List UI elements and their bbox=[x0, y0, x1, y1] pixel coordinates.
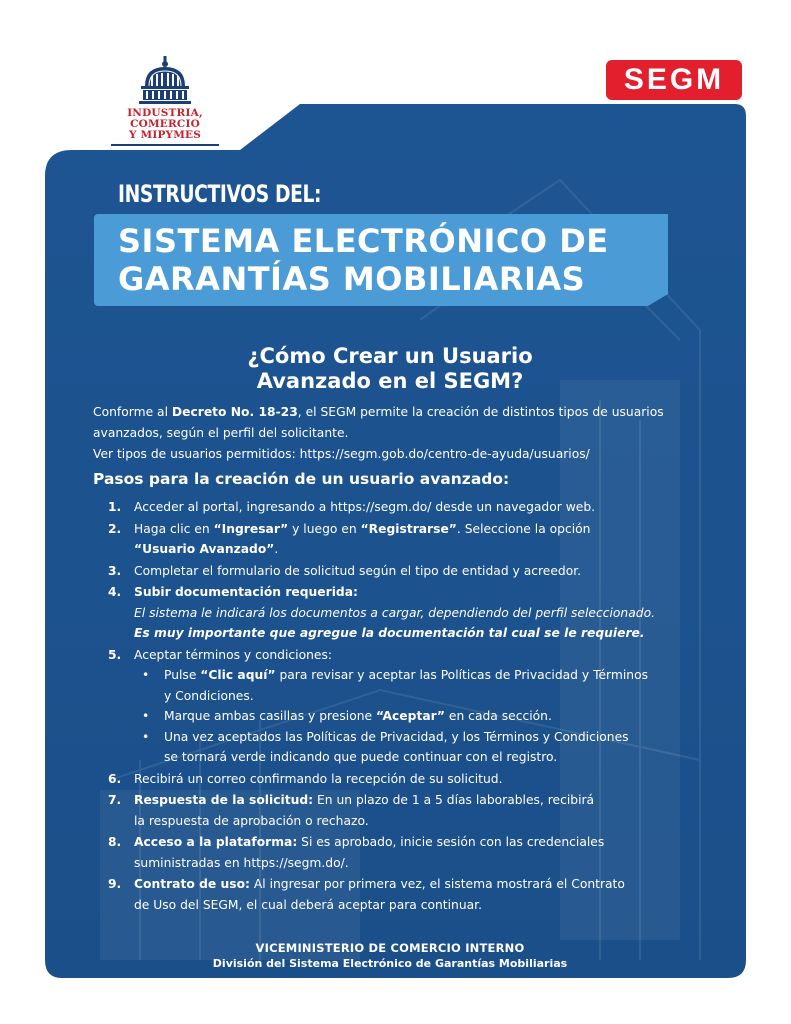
step-text: suministradas en https://segm.do/. bbox=[134, 855, 349, 870]
step-number: 3. bbox=[108, 563, 122, 578]
step-bold-italic-text: Es muy importante que agregue la documentación tal cual se le requiere. bbox=[134, 626, 645, 640]
step-bold-title: Acceso a la plataforma: bbox=[134, 835, 298, 849]
step-bold-title: Subir documentación requerida: bbox=[134, 585, 358, 599]
sub-item-text: Una vez aceptados las Políticas de Privacidad, y los Términos y Condiciones bbox=[164, 729, 629, 744]
sub-item-text: para revisar y aceptar las Políticas de Privacidad y Términos bbox=[275, 668, 649, 682]
sub-item-bold-clic-aqui: “Clic aquí” bbox=[200, 668, 276, 682]
step-number: 6. bbox=[108, 771, 122, 786]
subtitle-line1: ¿Cómo Crear un Usuario bbox=[247, 344, 533, 368]
sub-item-text: Pulse bbox=[164, 668, 201, 682]
sub-item-text: se tornará verde indicando que puede continuar con el registro. bbox=[164, 750, 558, 764]
step-item bbox=[108, 645, 708, 768]
step-item bbox=[108, 519, 708, 560]
sub-item-text: en cada sección. bbox=[445, 709, 552, 723]
step-text: Al ingresar por primera vez, el sistema mostrará el Contrato bbox=[249, 877, 625, 891]
step-number: 7. bbox=[108, 793, 122, 807]
segm-badge: SEGM bbox=[606, 60, 742, 100]
step-text: En un plazo de 1 a 5 días laborables, recibirá bbox=[313, 793, 595, 807]
step-text: Completar el formulario de solicitud según el tipo de entidad y acreedor. bbox=[134, 563, 582, 578]
ministry-name-line1: INDUSTRIA, COMERCIO bbox=[127, 107, 203, 130]
sub-item-bold-aceptar: “Aceptar” bbox=[376, 709, 445, 723]
intro-paragraph bbox=[93, 402, 713, 444]
step-number: 5. bbox=[108, 647, 122, 662]
step-item bbox=[108, 582, 708, 644]
step-text: Acceder al portal, ingresando a https://segm.do/ desde un navegador web. bbox=[134, 500, 596, 514]
step-text: Recibirá un correo confirmando la recepción de su solicitud. bbox=[134, 771, 503, 786]
step-bold-ingresar: “Ingresar” bbox=[213, 521, 289, 536]
footer-viceministry: VICEMINISTERIO DE COMERCIO INTERNO bbox=[255, 941, 525, 955]
steps-list bbox=[108, 497, 708, 915]
bullet-icon: • bbox=[142, 668, 150, 682]
sub-item-text: y Condiciones. bbox=[164, 688, 254, 703]
sub-list-item bbox=[134, 665, 708, 706]
step-text: . Seleccione la opción bbox=[456, 521, 591, 536]
step-item bbox=[108, 874, 708, 915]
step-number: 8. bbox=[108, 835, 122, 849]
step-item bbox=[108, 769, 708, 790]
step-text: Si es aprobado, inicie sesión con las credenciales bbox=[297, 835, 605, 849]
step-text: y luego en bbox=[288, 521, 361, 536]
bullet-icon: • bbox=[142, 709, 150, 723]
page-title bbox=[118, 222, 658, 298]
intro-text-1: Conforme al bbox=[93, 405, 172, 419]
subtitle-line2: Avanzado en el SEGM? bbox=[256, 369, 524, 393]
step-item bbox=[108, 790, 708, 831]
step-item bbox=[108, 561, 708, 582]
user-types-link-text: Ver tipos de usuarios permitidos: https://segm.gob.do/centro-de-ayuda/usuarios/ bbox=[93, 447, 590, 461]
step-text: . bbox=[274, 542, 279, 556]
page-title-line2: GARANTÍAS MOBILIARIAS bbox=[118, 260, 586, 298]
step-bold-title: Respuesta de la solicitud: bbox=[134, 793, 314, 807]
decree-reference: Decreto No. 18-23 bbox=[171, 405, 298, 419]
step-number: 9. bbox=[108, 877, 122, 891]
ministry-name-line2: Y MIPYMES bbox=[128, 129, 202, 141]
step-item bbox=[108, 497, 708, 518]
footer bbox=[150, 941, 630, 971]
step-text: de Uso del SEGM, el cual deberá aceptar para continuar. bbox=[134, 897, 482, 912]
sub-item-text: Marque ambas casillas y presione bbox=[164, 709, 376, 723]
step-text: la respuesta de aprobación o rechazo. bbox=[134, 813, 369, 828]
bullet-icon: • bbox=[142, 729, 150, 744]
step-item bbox=[108, 832, 708, 873]
step-number: 2. bbox=[108, 521, 122, 536]
step-italic-text: El sistema le indicará los documentos a cargar, dependiendo del perfil seleccionado. bbox=[134, 605, 656, 620]
section-subtitle bbox=[150, 344, 630, 394]
step-number: 1. bbox=[108, 500, 122, 514]
step-text: Haga clic en bbox=[134, 521, 214, 536]
step-number: 4. bbox=[108, 585, 122, 599]
instructivos-label: INSTRUCTIVOS DEL: bbox=[118, 180, 322, 208]
intro-text bbox=[93, 402, 713, 465]
sub-list-item bbox=[134, 706, 708, 727]
step-text: Aceptar términos y condiciones: bbox=[134, 647, 332, 662]
step-bold-usuario-avanzado: “Usuario Avanzado” bbox=[134, 542, 275, 556]
intro-text-2: , el SEGM permite la creación de distintos tipos de usuarios avanzados, según el perfil del solicitante. bbox=[93, 405, 664, 440]
steps-heading: Pasos para la creación de un usuario avanzado: bbox=[93, 470, 510, 488]
page-title-line1: SISTEMA ELECTRÓNICO DE bbox=[118, 222, 609, 260]
sub-list-item bbox=[134, 727, 708, 768]
footer-division: División del Sistema Electrónico de Garantías Mobiliarias bbox=[212, 957, 568, 970]
step-bold-registrarse: “Registrarse” bbox=[360, 521, 457, 536]
step-bold-title: Contrato de uso: bbox=[134, 877, 250, 891]
